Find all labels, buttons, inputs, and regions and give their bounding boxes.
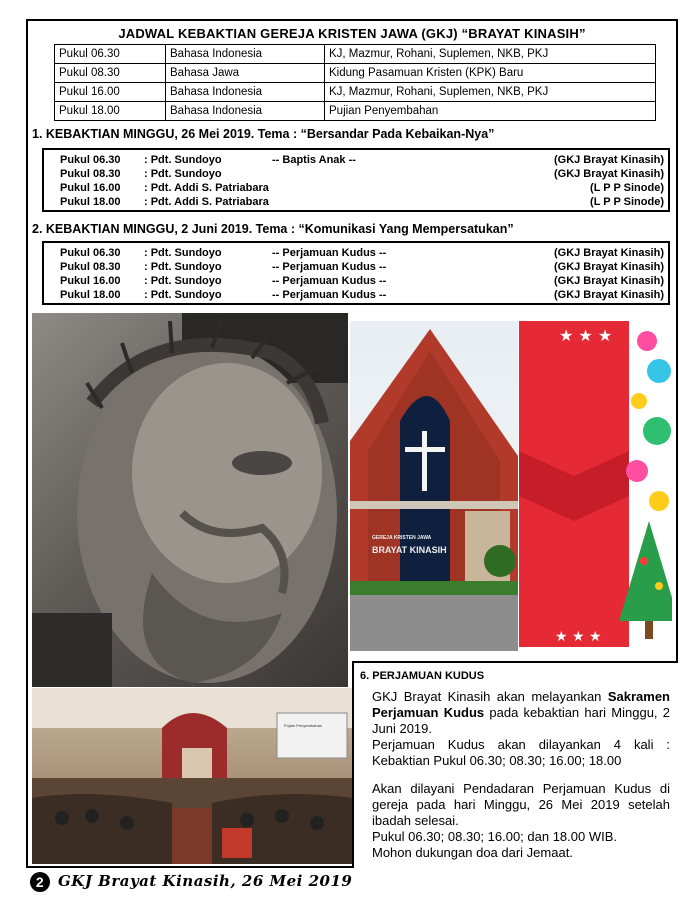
schedule-cell-books: KJ, Mazmur, Rohani, Suplemen, NKB, PKJ	[325, 45, 656, 64]
schedule-cell-books: Pujian Penyembahan	[325, 102, 656, 121]
service-place: (GKJ Brayat Kinasih)	[553, 168, 664, 180]
schedule-row	[55, 45, 656, 64]
perjamuan-p1-b: pada kebaktian hari Minggu, 2 Juni 2019.	[372, 705, 670, 736]
service-row	[44, 260, 668, 274]
service-preacher: : Pdt. Sundoyo	[144, 247, 222, 259]
service-preacher: : Pdt. Sundoyo	[144, 261, 222, 273]
perjamuan-p4: Pukul 06.30; 08.30; 16.00; dan 18.00 WIB.	[372, 829, 618, 844]
service-place: (GKJ Brayat Kinasih)	[553, 275, 664, 287]
service-time: Pukul 16.00	[60, 182, 121, 194]
service-place: (GKJ Brayat Kinasih)	[553, 289, 664, 301]
perjamuan-p5: Mohon dukungan doa dari Jemaat.	[372, 845, 573, 860]
service-place: (GKJ Brayat Kinasih)	[553, 247, 664, 259]
schedule-cell-time: Pukul 18.00	[55, 102, 166, 121]
service-row	[44, 246, 668, 260]
svg-text:★ ★ ★: ★ ★ ★	[555, 629, 602, 645]
service-note: -- Baptis Anak --	[272, 154, 356, 166]
service-preacher: : Pdt. Addi S. Patriabara	[144, 196, 269, 208]
schedule-row	[55, 83, 656, 102]
service-row	[44, 195, 668, 209]
perjamuan-p1-a: GKJ Brayat Kinasih akan melayankan	[372, 689, 602, 704]
service-time: Pukul 06.30	[60, 154, 121, 166]
schedule-cell-time: Pukul 16.00	[55, 83, 166, 102]
service-preacher: : Pdt. Sundoyo	[144, 154, 222, 166]
christmas-decoration-image	[519, 321, 672, 647]
service-place: (GKJ Brayat Kinasih)	[553, 261, 664, 273]
perjamuan-heading: 6. PERJAMUAN KUDUS	[360, 670, 485, 682]
schedule-cell-time: Pukul 08.30	[55, 64, 166, 83]
schedule-cell-lang: Bahasa Jawa	[166, 64, 325, 83]
schedule-cell-time: Pukul 06.30	[55, 45, 166, 64]
service-row	[44, 153, 668, 167]
schedule-cell-books: Kidung Pasamuan Kristen (KPK) Baru	[325, 64, 656, 83]
service-time: Pukul 08.30	[60, 168, 121, 180]
perjamuan-p1-bold: Sakramen Perjamuan Kudus	[372, 689, 670, 720]
service-row	[44, 181, 668, 195]
perjamuan-body	[372, 689, 670, 861]
service-preacher: : Pdt. Sundoyo	[144, 275, 222, 287]
perjamuan-p3: Akan dilayani Pendadaran Perjamuan Kudus di gereja pada hari Minggu, 26 Mei 2019 setelah ibadah selesai.	[372, 781, 670, 828]
service1-box	[42, 148, 670, 212]
church-sign-line2: BRAYAT KINASIH	[372, 545, 447, 555]
service-time: Pukul 16.00	[60, 275, 121, 287]
projector-screen-text: Pujian Penyembahan	[284, 723, 323, 728]
schedule-row	[55, 102, 656, 121]
schedule-cell-lang: Bahasa Indonesia	[166, 83, 325, 102]
church-exterior-photo	[350, 321, 518, 651]
service-row	[44, 167, 668, 181]
perjamuan-p2: Perjamuan Kudus akan dilayankan 4 kali : Kebaktian Pukul 06.30; 08.30; 16.00; 18.00	[372, 737, 670, 768]
service-place: (L P P Sinode)	[590, 182, 664, 194]
schedule-cell-books: KJ, Mazmur, Rohani, Suplemen, NKB, PKJ	[325, 83, 656, 102]
service-note: -- Perjamuan Kudus --	[272, 289, 387, 301]
perjamuan-kudus-section	[352, 661, 678, 868]
service-time: Pukul 18.00	[60, 196, 121, 208]
schedule-cell-lang: Bahasa Indonesia	[166, 45, 325, 64]
service2-box	[42, 241, 670, 305]
schedule-row	[55, 64, 656, 83]
service-row	[44, 288, 668, 302]
footer-text: GKJ Brayat Kinasih, 26 Mei 2019	[58, 872, 353, 890]
service2-heading: 2. KEBAKTIAN MINGGU, 2 Juni 2019. Tema : “Komunikasi Yang Mempersatukan”	[32, 222, 514, 236]
service-time: Pukul 08.30	[60, 261, 121, 273]
page-frame	[26, 19, 678, 868]
service-note: -- Perjamuan Kudus --	[272, 247, 387, 259]
service-note: -- Perjamuan Kudus --	[272, 261, 387, 273]
service-time: Pukul 06.30	[60, 247, 121, 259]
service-row	[44, 274, 668, 288]
page-footer	[30, 872, 352, 892]
jesus-sculpture-photo	[32, 313, 348, 687]
service-place: (L P P Sinode)	[590, 196, 664, 208]
service-preacher: : Pdt. Sundoyo	[144, 168, 222, 180]
page-title: JADWAL KEBAKTIAN GEREJA KRISTEN JAWA (GKJ) “BRAYAT KINASIH”	[118, 26, 586, 41]
page-number: 2	[30, 872, 50, 892]
schedule-cell-lang: Bahasa Indonesia	[166, 102, 325, 121]
service-place: (GKJ Brayat Kinasih)	[553, 154, 664, 166]
svg-text:★ ★ ★: ★ ★ ★	[559, 326, 613, 345]
service1-heading: 1. KEBAKTIAN MINGGU, 26 Mei 2019. Tema : “Bersandar Pada Kebaikan-Nya”	[32, 127, 495, 141]
service-note: -- Perjamuan Kudus --	[272, 275, 387, 287]
service-preacher: : Pdt. Sundoyo	[144, 289, 222, 301]
congregation-interior-photo	[32, 688, 352, 864]
church-sign-line1: GEREJA KRISTEN JAWA	[372, 535, 432, 541]
service-preacher: : Pdt. Addi S. Patriabara	[144, 182, 269, 194]
service-time: Pukul 18.00	[60, 289, 121, 301]
schedule-table	[54, 44, 656, 121]
